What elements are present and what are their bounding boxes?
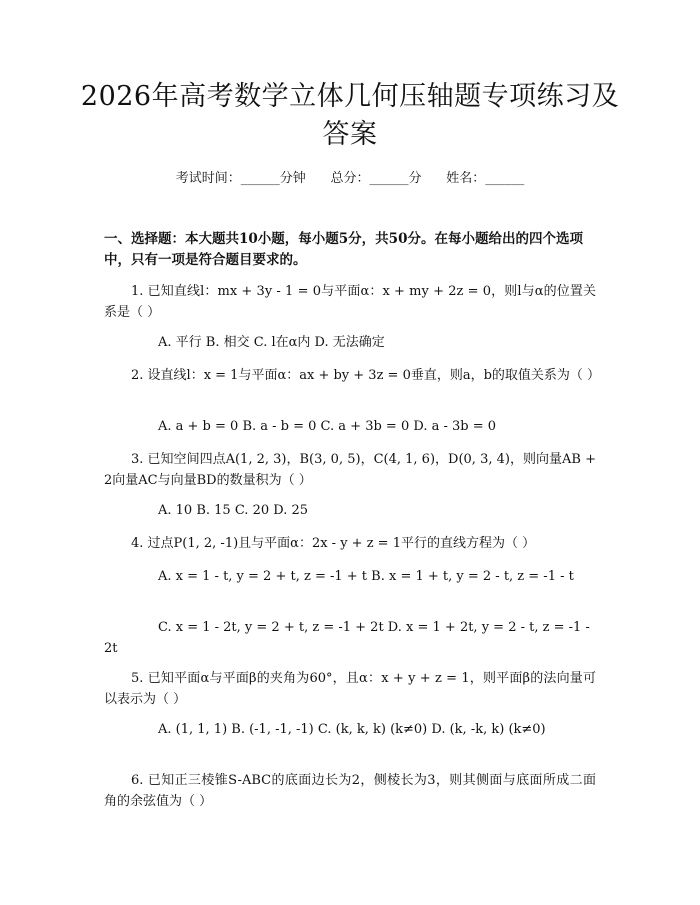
question-2-options: A. a + b = 0 B. a - b = 0 C. a + 3b = 0 D. a - 3b = 0 [158,419,497,434]
question-1-options: A. 平行 B. 相交 C. l在α内 D. 无法确定 [158,335,385,350]
question-4-options-cd: C. x = 1 - 2t, y = 2 + t, z = -1 + 2t D. x = 1 + 2t, y = 2 - t, z = -1 - 2t [104,620,594,656]
question-2: 2. 设直线l：x = 1与平面α：ax + by + 3z = 0垂直，则a，b的取值关系为（ ） [131,368,601,383]
question-5-options: A. (1, 1, 1) B. (-1, -1, -1) C. (k, k, k) (k≠0) D. (k, -k, k) (k≠0) [158,722,546,737]
section-header: 一、选择题：本大题共10小题，每小题5分，共50分。在每小题给出的四个选项中，只有一项是符合题目要求的。 [104,231,583,268]
exam-info: 考试时间：______分钟 总分：______分 姓名：______ [175,171,525,186]
question-4: 4. 过点P(1, 2, -1)且与平面α：2x - y + z = 1平行的直线方程为（ ） [131,536,536,551]
question-3: 3. 已知空间四点A(1, 2, 3)，B(3, 0, 5)，C(4, 1, 6)，D(0, 3, 4)，则向量AB + 2向量AC与向量BD的数量积为（ ） [104,452,596,488]
question-1: 1. 已知直线l：mx + 3y - 1 = 0与平面α：x + my + 2z = 0，则l与α的位置关系是（ ） [104,284,596,320]
question-5: 5. 已知平面α与平面β的夹角为60°，且α：x + y + z = 1，则平面β的法向量可以表示为（ ） [104,671,596,707]
question-4-options-ab: A. x = 1 - t, y = 2 + t, z = -1 + t B. x = 1 + t, y = 2 - t, z = -1 - t [158,569,574,584]
question-3-options: A. 10 B. 15 C. 20 D. 25 [158,503,309,518]
document-title: 2026年高考数学立体几何压轴题专项练习及答案 [80,81,620,150]
question-6: 6. 已知正三棱锥S-ABC的底面边长为2，侧棱长为3，则其侧面与底面所成二面角的余弦值为（ ） [104,773,596,809]
